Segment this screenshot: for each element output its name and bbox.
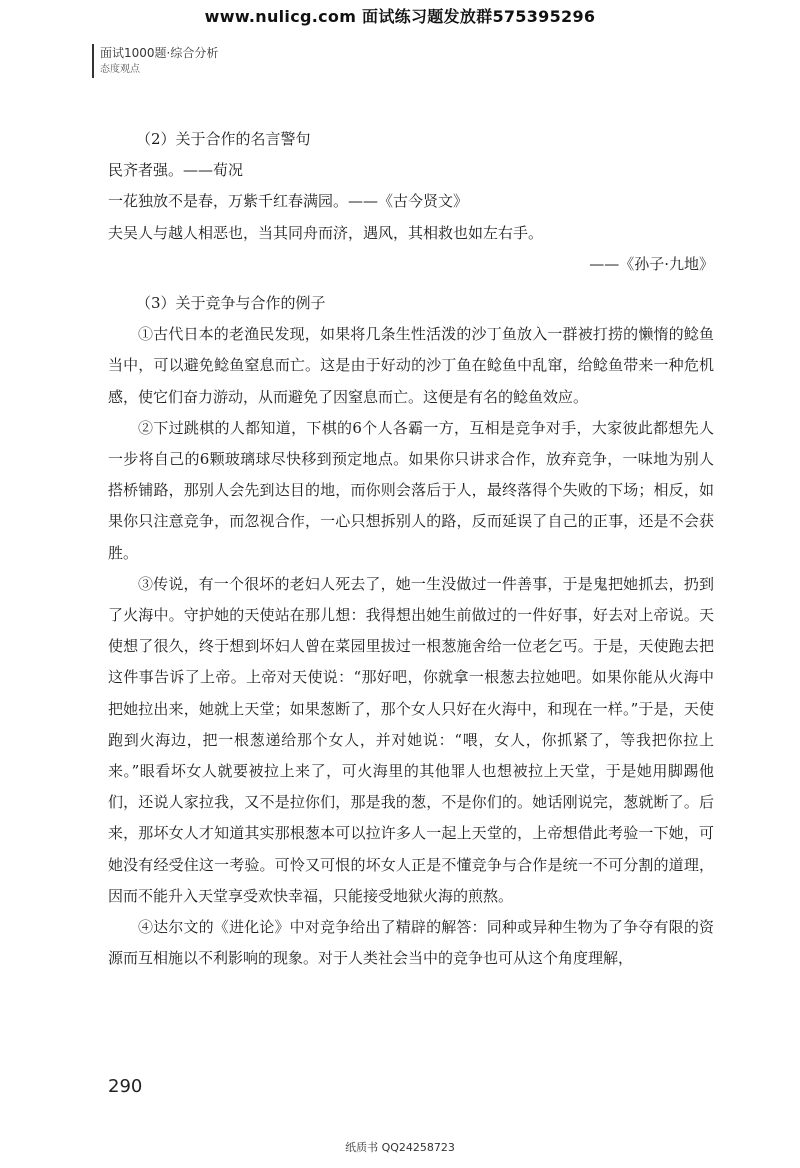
section-heading: （2）关于合作的名言警句 xyxy=(136,130,311,148)
quote: 夫吴人与越人相恶也，当其同舟而济，遇风，其相救也如左右手。 xyxy=(108,223,544,242)
page-body xyxy=(108,124,714,974)
running-head xyxy=(92,44,218,78)
watermark-banner: www.nulicg.com 面试练习题发放群575395296 xyxy=(204,7,596,26)
section-title: 态度观点 xyxy=(100,64,140,75)
paragraph: ④达尔文的《进化论》中对竞争给出了精辟的解答：同种或异种生物为了争夺有限的资源而互相施以不利影响的现象。对于人类社会当中的竞争也可从这个角度理解， xyxy=(108,918,714,968)
section-heading: （3）关于竞争与合作的例子 xyxy=(136,294,326,313)
paragraph: ③传说，有一个很坏的老妇人死去了，她一生没做过一件善事，于是鬼把她抓去，扔到了火海中。守护她的天使站在那儿想：我得想出她生前做过的一件好事，好去对上帝说。天使想了很久，终于想到坏妇人曾在菜园里拔过一根葱施舍给一位老乞丐。于是，天使跑去把这件事告诉了上帝。上帝对天使说：“那好吧，你就拿一根葱去拉她吧。如果你能从火海中把她拉出来，她就上天堂；如果葱断了，那个女人只好在火海中，和现在一样。”于是，天使跑到火海边，把一根葱递给那个女人，并对她说：“喂，女人，你抓紧了，等我把你拉上来。”眼看坏女人就要被拉上来了，可火海里的其他罪人也想被拉上天堂，于是她用脚踢他们，还说人家拉我，又不是拉你们，那是我的葱，不是你们的。她话刚说完，葱就断了。后来，那坏女人才知道其实那根葱本可以拉许多人一起上天堂的，上帝想借此考验一下她，可她没有经受住这一考验。可怜又可恨的坏女人正是不懂竞争与合作是统一不可分割的道理，因而不能升入天堂享受欢快幸福，只能接受地狱火海的煎熬。 xyxy=(108,574,714,905)
quote: 民齐者强。——荀况 xyxy=(108,161,244,180)
book-title: 面试1000题·综合分析 xyxy=(100,46,219,60)
quote: 一花独放不是春，万紫千红春满园。——《古今贤文》 xyxy=(108,192,469,211)
page-number: 290 xyxy=(108,1076,143,1097)
footer-note: 纸质书 QQ24258723 xyxy=(345,1141,455,1154)
quote-source: ——《孙子·九地》 xyxy=(589,254,714,273)
paragraph: ②下过跳棋的人都知道，下棋的6个人各霸一方，互相是竞争对手，大家彼此都想先人一步将自己的6颗玻璃球尽快移到预定地点。如果你只讲求合作，放弃竞争，一味地为别人搭桥铺路，那别人会先到达目的地，而你则会落后于人，最终落得个失败的下场；相反，如果你只注意竞争，而忽视合作，一心只想拆别人的路，反而延误了自己的正事，还是不会获胜。 xyxy=(108,418,714,562)
paragraph: ①古代日本的老渔民发现，如果将几条生性活泼的沙丁鱼放入一群被打捞的懒惰的鲶鱼当中，可以避免鲶鱼窒息而亡。这是由于好动的沙丁鱼在鲶鱼中乱窜，给鲶鱼带来一种危机感，使它们奋力游动，从而避免了因窒息而亡。这便是有名的鲶鱼效应。 xyxy=(108,325,714,406)
